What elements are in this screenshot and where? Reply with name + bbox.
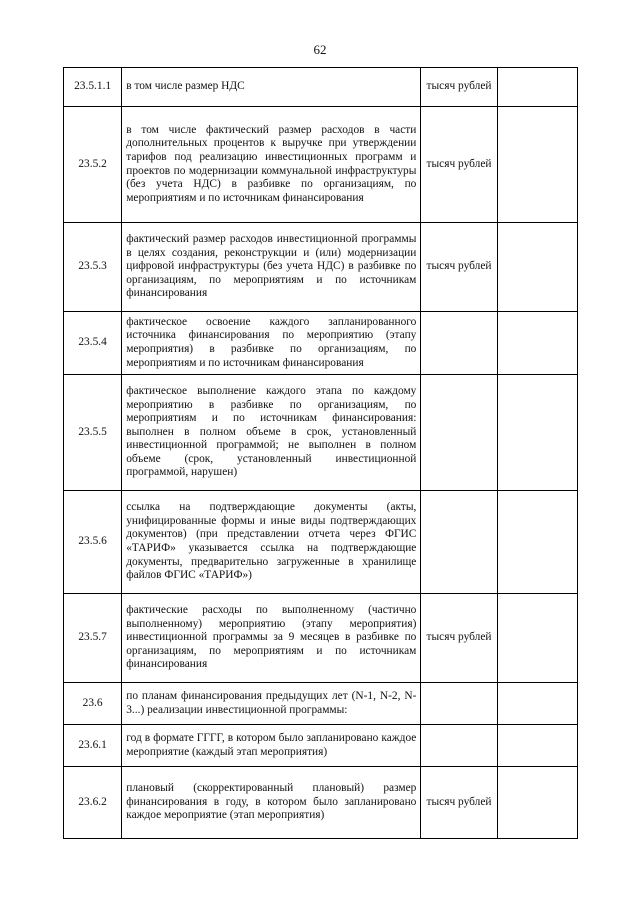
row-description: фактическое освоение каждого запланированного источника финансирования по мероприятию (этапу мероприятия) в разбивке по организациям, по мероприятиям и по источникам финансирования — [122, 312, 421, 375]
table-row — [64, 223, 578, 312]
row-number: 23.5.5 — [64, 375, 122, 491]
row-description: фактические расходы по выполненному (частично выполненному) мероприятию (этапу мероприятия) инвестиционной программы за 9 месяцев в разбивке по организациям, по мероприятиям и по источникам финансирования — [122, 594, 421, 683]
row-unit — [421, 683, 497, 725]
row-number: 23.5.4 — [64, 312, 122, 375]
row-number: 23.5.1.1 — [64, 68, 122, 107]
table-row — [64, 725, 578, 767]
row-unit: тысяч рублей — [421, 594, 497, 683]
row-unit — [421, 491, 497, 594]
row-description: фактическое выполнение каждого этапа по каждому мероприятию в разбивке по организациям, по мероприятиям и по источникам финансирования: выполнен в полном объеме в срок, установленный инвестиционной программой; не выполнен в полном объеме (срок, установленный инвестиционной программой, нарушен) — [122, 375, 421, 491]
row-description: в том числе размер НДС — [122, 68, 421, 107]
table-row — [64, 312, 578, 375]
table-row — [64, 594, 578, 683]
row-value-cell — [497, 767, 577, 839]
row-number: 23.5.2 — [64, 107, 122, 223]
indicators-table — [63, 67, 578, 839]
row-number: 23.6.1 — [64, 725, 122, 767]
row-unit: тысяч рублей — [421, 68, 497, 107]
table-row — [64, 491, 578, 594]
row-value-cell — [497, 312, 577, 375]
row-unit: тысяч рублей — [421, 767, 497, 839]
row-unit: тысяч рублей — [421, 223, 497, 312]
row-description: год в формате ГГГГ, в котором было запланировано каждое мероприятие (каждый этап мероприятия) — [122, 725, 421, 767]
row-value-cell — [497, 107, 577, 223]
row-number: 23.5.7 — [64, 594, 122, 683]
table-row — [64, 107, 578, 223]
row-unit — [421, 312, 497, 375]
row-value-cell — [497, 223, 577, 312]
row-unit: тысяч рублей — [421, 107, 497, 223]
row-number: 23.5.6 — [64, 491, 122, 594]
row-description: по планам финансирования предыдущих лет (N-1, N-2, N-3...) реализации инвестиционной программы: — [122, 683, 421, 725]
row-number: 23.6 — [64, 683, 122, 725]
row-value-cell — [497, 375, 577, 491]
row-number: 23.6.2 — [64, 767, 122, 839]
row-unit — [421, 725, 497, 767]
table-row — [64, 767, 578, 839]
row-description: фактический размер расходов инвестиционной программы в целях создания, реконструкции и (или) модернизации цифровой инфраструктуры (без учета НДС) в разбивке по организациям, по мероприятиям и по источникам финансирования — [122, 223, 421, 312]
table-row — [64, 68, 578, 107]
row-description: плановый (скорректированный плановый) размер финансирования в году, в котором было запланировано каждое мероприятие (этап мероприятия) — [122, 767, 421, 839]
row-value-cell — [497, 725, 577, 767]
row-number: 23.5.3 — [64, 223, 122, 312]
row-value-cell — [497, 68, 577, 107]
row-value-cell — [497, 683, 577, 725]
page-number: 62 — [313, 42, 327, 57]
row-value-cell — [497, 491, 577, 594]
row-unit — [421, 375, 497, 491]
row-description: в том числе фактический размер расходов в части дополнительных процентов к выручке при утверждении тарифов под реализацию инвестиционных программ и проектов по модернизации коммунальной инфраструктуры (без учета НДС) в разбивке по организациям, по мероприятиям и по источникам финансирования — [122, 107, 421, 223]
row-value-cell — [497, 594, 577, 683]
table-row — [64, 375, 578, 491]
table-row — [64, 683, 578, 725]
row-description: ссылка на подтверждающие документы (акты, унифицированные формы и иные виды подтверждающих документов) (при представлении отчета через ФГИС «ТАРИФ» указывается ссылка на подтверждающие документы, предварительно загруженные в хранилище файлов ФГИС «ТАРИФ») — [122, 491, 421, 594]
